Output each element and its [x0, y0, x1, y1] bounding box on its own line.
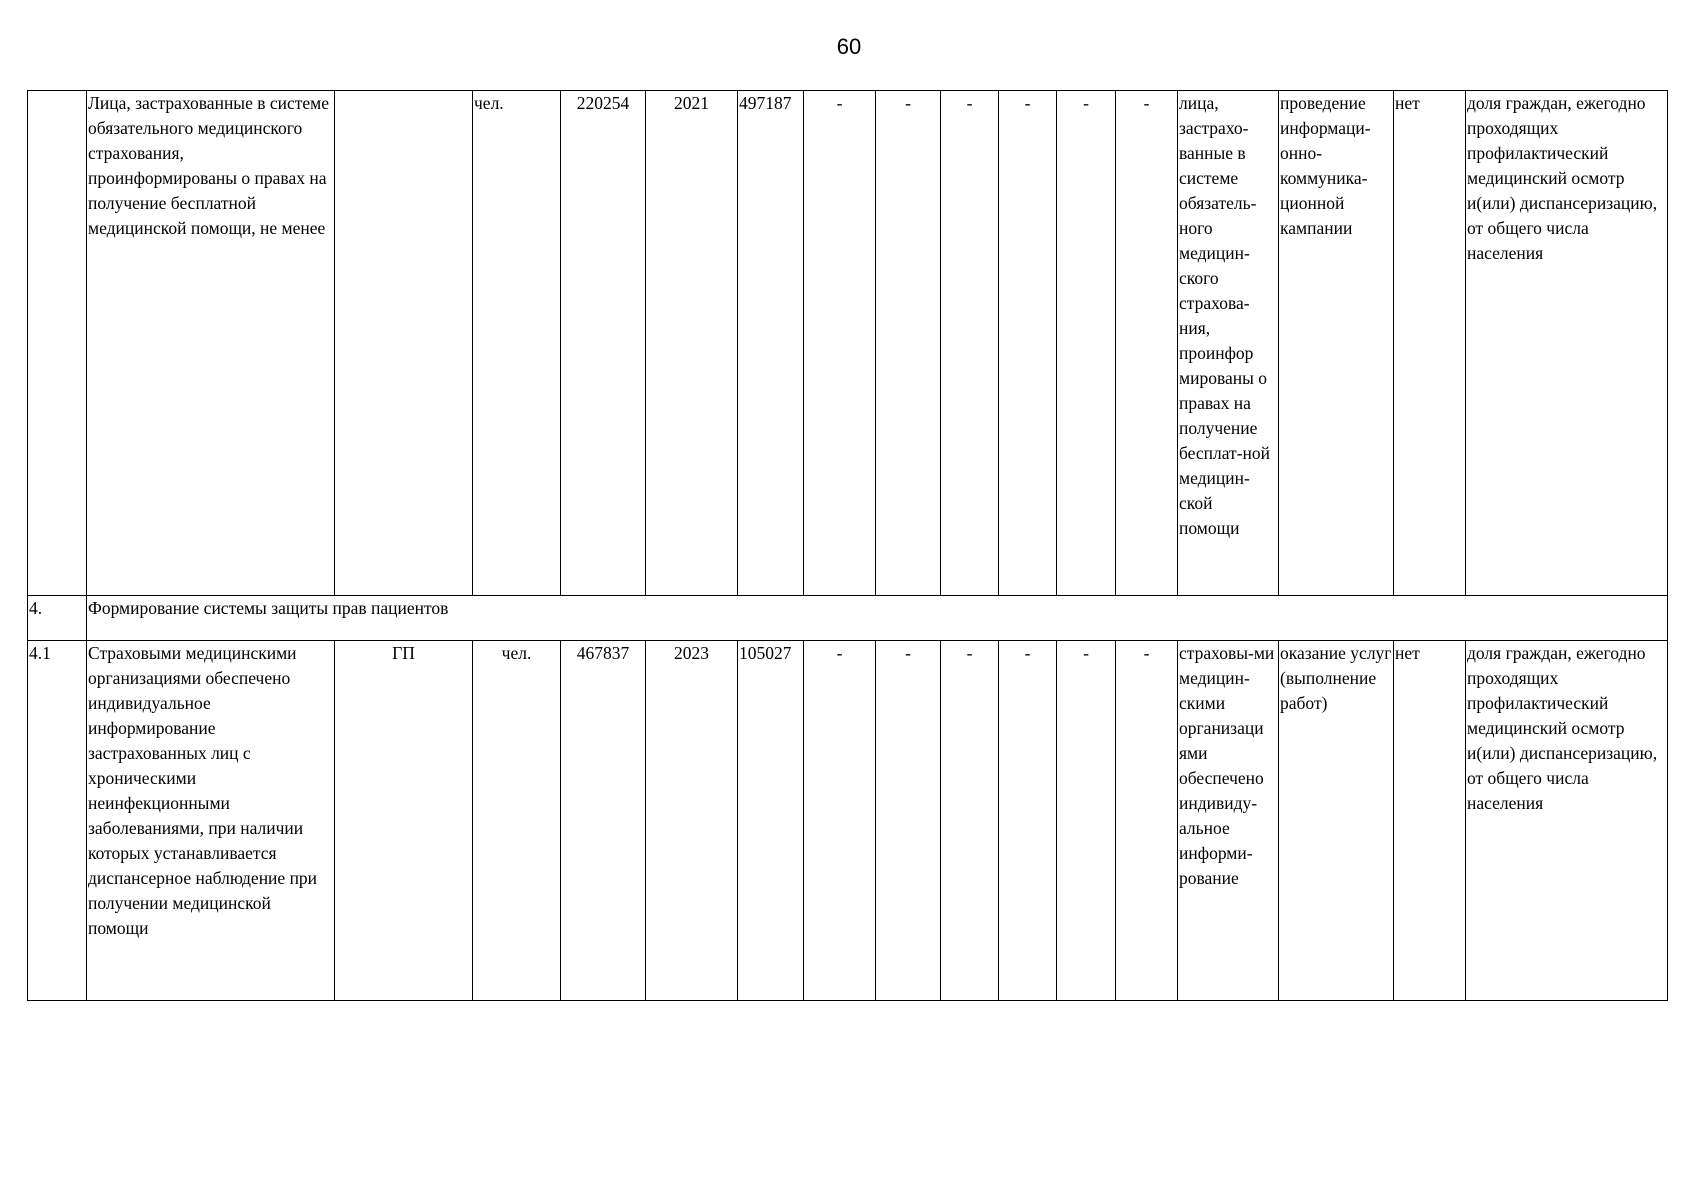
table-row [28, 641, 1668, 1001]
year-value: - [1116, 91, 1178, 596]
measure-unit: чел. [473, 91, 561, 596]
base-value: 220254 [561, 91, 646, 596]
year-value: - [999, 641, 1057, 1001]
year-value: - [876, 91, 941, 596]
section-title: Формирование системы защиты прав пациентов [87, 596, 1668, 641]
measure-level: ГП [335, 641, 473, 1001]
row-number: 4.1 [28, 641, 87, 1001]
federal-flag: нет [1394, 91, 1466, 596]
year-value: - [804, 91, 876, 596]
measure-name: Страховыми медицинскими организациями обеспечено индивидуальное информирование застрахованных лиц с хроническими неинфекционными заболеваниями, при наличии которых устанавливается диспансерное наблюдение при получении медицинской помощи [87, 641, 335, 1001]
related-indicator: доля граждан, ежегодно проходящих профилактический медицинский осмотр и(или) диспансеризацию, от общего числа населения [1466, 641, 1668, 1001]
base-value: 467837 [561, 641, 646, 1001]
measure-unit: чел. [473, 641, 561, 1001]
page-number: 60 [836, 34, 862, 59]
year-value: - [941, 91, 999, 596]
year-value: - [999, 91, 1057, 596]
result-description: страховы-ми медицин-скими организаци ями обеспечено индивиду-альное информи-рование [1178, 641, 1279, 1001]
result-type: проведение информаци-онно-коммуника-ционной кампании [1279, 91, 1394, 596]
target-value: 105027 [738, 641, 804, 1001]
year-value: - [1057, 641, 1116, 1001]
result-description: лица, застрахо-ванные в системе обязатель-ного медицин-ского страхова-ния, проинфор мированы о правах на получение бесплат-ной медицин-ской помощи [1178, 91, 1279, 596]
base-year: 2023 [646, 641, 738, 1001]
federal-flag: нет [1394, 641, 1466, 1001]
year-value: - [941, 641, 999, 1001]
measure-level [335, 91, 473, 596]
measures-table [27, 90, 1668, 1001]
measure-name: Лица, застрахованные в системе обязательного медицинского страхования, проинформированы о правах на получение бесплатной медицинской помощи, не менее [87, 91, 335, 596]
section-row [28, 596, 1668, 641]
year-value: - [1057, 91, 1116, 596]
year-value: - [804, 641, 876, 1001]
section-number: 4. [28, 596, 87, 641]
target-value: 497187 [738, 91, 804, 596]
year-value: - [1116, 641, 1178, 1001]
related-indicator: доля граждан, ежегодно проходящих профилактический медицинский осмотр и(или) диспансеризацию, от общего числа населения [1466, 91, 1668, 596]
base-year: 2021 [646, 91, 738, 596]
result-type: оказание услуг (выполнение работ) [1279, 641, 1394, 1001]
row-number [28, 91, 87, 596]
table-row [28, 91, 1668, 596]
year-value: - [876, 641, 941, 1001]
